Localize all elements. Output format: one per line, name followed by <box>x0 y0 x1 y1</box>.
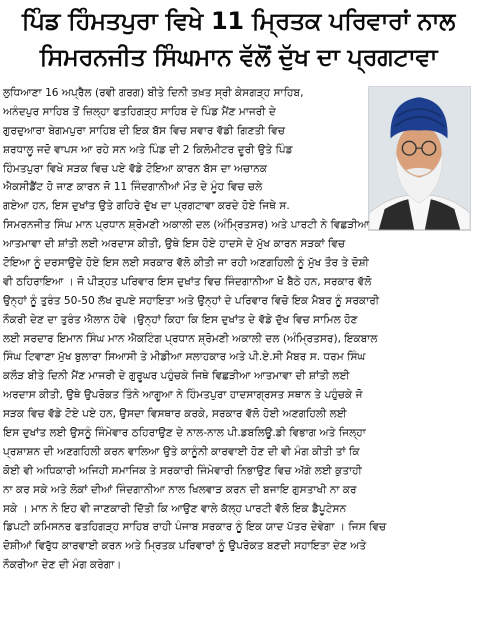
article-line: ਸ਼ਰਧਾਲੂ ਜਦੋ ਵਾਪਸ ਆ ਰਹੇ ਸਨ ਅਤੇ ਪਿੰਡ ਦੀ 2 ਕਿਲੋਮੀਟਰ ਦੂਰੀ ਉਤੇ ਪਿੰਡ <box>3 143 293 156</box>
article-line: ਹਿੰਮਤਪੁਰਾ ਵਿਖੇ ਸੜਕ ਵਿਚ ਪਏ ਵੱਡੇ ਟੋਇਆ ਕਾਰਨ ਬੱਸ ਦਾ ਅਚਾਨਕ <box>3 162 268 175</box>
article-line: ਨੌਕਰੀਆ ਦੇਣ ਦੀ ਮੰਗ ਕਰੇਗਾ। <box>3 559 122 572</box>
article-line: ਟੋਇਆ ਨੂੰ ਦਰਸਾਉਦੇ ਹੋਏ ਇਸ ਲਈ ਸਰਕਾਰ ਵੱਲੋ ਕੀਤੀ ਜਾ ਰਹੀ ਅਣਗਹਿਲੀ ਨੂੰ ਮੁੱਖ ਤੌਰ ਤੇ ਦੋਸ਼ੀ <box>3 257 369 270</box>
article-line: ਨਾ ਕਰ ਸਕੇ ਅਤੇ ਲੋਕਾਂ ਦੀਆਂ ਜਿੰਦਗਾਨੀਆ ਨਾਲ ਖਿਲਵਾੜ ਕਰਨ ਦੀ ਬਜਾਇ ਗੁਸਤਾਖੀ ਨਾ ਕਰ <box>3 483 357 496</box>
article-line: ਇਸ ਦੁਖਾਂਤ ਲਈ ਉਸਨੂੰ ਜਿੰਮੇਵਾਰ ਠਹਿਰਾਉਣ ਦੇ ਨਾਲ-ਨਾਲ ਪੀ.ਡਬਲਿਊ.ਡੀ ਵਿਭਾਗ ਅਤੇ ਜਿਲ੍ਹਾ <box>3 427 366 440</box>
headline-line-2: ਸਿਮਰਨਜੀਤ ਸਿੰਘਮਾਨ ਵੱਲੋਂ ਦੁੱਖ ਦਾ ਪ੍ਰਗਟਾਵਾ <box>39 43 438 71</box>
headline-line-1: ਪਿੰਡ ਹਿੰਮਤਪੁਰਾ ਵਿਖੇ 11 ਮ੍ਰਿਤਕ ਪਰਿਵਾਰਾਂ ਨਾਲ <box>21 7 456 35</box>
article-line: ਐਕਸੀਡੈਂਟ ਹੋ ਜਾਣ ਕਾਰਨ ਜੋ 11 ਜਿੰਦਗਾਨੀਆਂ ਮੌਤ ਦੇ ਮੂੰਹ ਵਿਚ ਚਲੇ <box>3 181 263 194</box>
article-line: ਦੋਸ਼ੀਆਂ ਵਿਰੁੱਧ ਕਾਰਵਾਈ ਕਰਨ ਅਤੇ ਮ੍ਰਿਤਕ ਪਰਿਵਾਰਾਂ ਨੂੰ ਉਪਰੋਕਤ ਬਣਦੀ ਸਹਾਇਤਾ ਦੇਣ ਅਤੇ <box>3 540 367 553</box>
article-line: ਪ੍ਰਸ਼ਾਸ਼ਨ ਦੀ ਅਣਗਹਿਲੀ ਕਰਨ ਵਾਲਿਆ ਉਤੇ ਕਾਨੂੰਨੀ ਕਾਰਵਾਈ ਹੋਣ ਦੀ ਵੀ ਮੰਗ ਕੀਤੀ ਤਾਂ ਕਿ <box>3 445 360 458</box>
article-line: ਅਰਦਾਸ ਕੀਤੀ, ਉਥੇ ਉਪਰੋਕਤ ਤਿੰਨੇ ਆਗੂਆ ਨੇ ਹਿੰਮਤਪੁਰਾ ਹਾਦਸਾਗ੍ਰਸਤ ਸਥਾਨ ਤੇ ਪਹੁੰਚਕੇ ਜੋ <box>3 389 363 402</box>
article-line: ਵੀ ਠਹਿਰਾਇਆ । ਜੋ ਪੀੜ੍ਹਤ ਪਰਿਵਾਰ ਇਸ ਦੁਖਾਂਤ ਵਿਚ ਜਿੰਦਗਾਨੀਆ ਖੋ ਬੈਠੇ ਹਨ, ਸਰਕਾਰ ਵੱਲੋ <box>3 275 372 288</box>
headline <box>6 3 471 75</box>
article-line: ਕਲੌੜ ਬੀਤੇ ਦਿਨੀ ਮੈਂਣ ਮਾਜਰੀ ਦੇ ਗੁਰੂਘਰ ਪਹੁੰਚਕੇ ਜਿਥੇ ਵਿਛੜੀਆ ਆਤਮਾਵਾ ਦੀ ਸ਼ਾਂਤੀ ਲਈ <box>3 370 350 383</box>
article-line: ਗਏਆ ਹਨ, ਇਸ ਦੁਖਾਂਤ ਉਤੇ ਗਹਿਰੇ ਦੁੱਖ ਦਾ ਪ੍ਰਗਟਾਵਾ ਕਰਦੇ ਹੋਏ ਜਿਥੇ ਸ. <box>3 200 290 213</box>
article-line <box>3 575 473 594</box>
article-line: ਆਤਮਾਵਾ ਦੀ ਸ਼ਾਂਤੀ ਲਈ ਅਰਦਾਸ ਕੀਤੀ, ਉਥੇ ਇਸ ਹੋਏ ਹਾਦਸੇ ਦੇ ਮੁੱਖ ਕਾਰਨ ਸੜਕਾਂ ਵਿਚ <box>3 238 346 251</box>
article-line: ਸੜਕ ਵਿਚ ਵੱਡੇ ਟੋਏ ਪਏ ਹਨ, ਉਸਦਾ ਵਿਸਥਾਰ ਕਰਕੇ, ਸਰਕਾਰ ਵੱਲੋ ਹੋਈ ਅਣਗਹਿਲੀ ਲਈ <box>3 408 347 421</box>
article-line: ਗੁਰਦੁਆਰਾ ਬੇਗਮਪੁਰਾ ਸਾਹਿਬ ਦੀ ਇਕ ਬੱਸ ਵਿਚ ਸਵਾਰ ਵੱਡੀ ਗਿਣਤੀ ਵਿਚ <box>3 124 286 137</box>
article-line: ਲੁਧਿਆਣਾ 16 ਅਪ੍ਰੈਲ (ਰਵੀ ਗਰਗ) ਬੀਤੇ ਦਿਨੀ ਤਖ਼ਤ ਸ੍ਰੀ ਕੇਸਗੜ੍ਹ ਸਾਹਿਬ, <box>3 87 304 99</box>
article-line: ਸਿੰਘ ਟਿਵਾਣਾ ਮੁੱਖ ਬੁਲਾਰਾ ਸਿਆਸੀ ਤੇ ਮੀਡੀਆ ਸਲਾਹਕਾਰ ਅਤੇ ਪੀ.ਏ.ਸੀ ਮੈਬਰ ਸ. ਧਰਮ ਸਿੰਘ <box>3 351 366 364</box>
article-line: ਅਨੰਦਪੁਰ ਸਾਹਿਬ ਤੋਂ ਜ਼ਿਲ੍ਹਾ ਫਤਹਿਗੜ੍ਹ ਸਾਹਿਬ ਦੇ ਪਿੰਡ ਮੈਂਣ ਮਾਜਰੀ ਦੇ <box>3 105 276 118</box>
article-line: ਨੌਕਰੀ ਦੇਣ ਦਾ ਤੁਰੰਤ ਐਲਾਨ ਹੋਵੇ ।ਉਨ੍ਹਾਂ ਕਿਹਾ ਕਿ ਇਸ ਦੁਖਾਂਤ ਦੇ ਵੱਡੇ ਦੁੱਖ ਵਿਚ ਸਾਮਿਲ ਹੋਣ <box>3 313 358 326</box>
article-line: ਉਨ੍ਹਾਂ ਨੂੰ ਤੁਰੰਤ 50-50 ਲੱਖ ਰੁਪਏ ਸਹਾਇਤਾ ਅਤੇ ਉਨ੍ਹਾਂ ਦੇ ਪਰਿਵਾਰ ਵਿਚੋ ਇਕ ਮੈਬਰ ਨੂੰ ਸਰਕਾਰੀ <box>3 294 380 307</box>
article-line: ਸਿਮਰਨਜੀਤ ਸਿੰਘ ਮਾਨ ਪ੍ਰਧਾਨ ਸ਼੍ਰੋਮਣੀ ਅਕਾਲੀ ਦਲ (ਅੰਮ੍ਰਿਤਸਰ) ਅਤੇ ਪਾਰਟੀ ਨੇ ਵਿਛੜੀਆ <box>3 219 370 232</box>
article-line: ਲਈ ਸਰਦਾਰ ਇਮਾਨ ਸਿੰਘ ਮਾਨ ਐਕਟਿੰਗ ਪ੍ਰਧਾਨ ਸ਼੍ਰੋਮਣੀ ਅਕਾਲੀ ਦਲ (ਅੰਮ੍ਰਿਤਸਰ), ਇਕਬਾਲ <box>3 332 378 345</box>
article-line: ਡਿਪਟੀ ਕਮਿਸਨਰ ਫਤਹਿਗੜ੍ਹ ਸਾਹਿਬ ਰਾਹੀ ਪੰਜਾਬ ਸਰਕਾਰ ਨੂੰ ਇਕ ਯਾਦ ਪੱਤਰ ਦੇਵੇਗਾ । ਜਿਸ ਵਿਚ <box>3 521 387 534</box>
article-line: ਕੋਈ ਵੀ ਅਧਿਕਾਰੀ ਅਜਿਹੀ ਸਮਾਜਿਕ ਤੇ ਸਰਕਾਰੀ ਜਿੰਮੇਵਾਰੀ ਨਿਭਾਉਣ ਵਿਚ ਅੱਗੇ ਲਈ ਕੁਤਾਹੀ <box>3 464 362 477</box>
article-line: ਸਕੇ । ਮਾਨ ਨੇ ਇਹ ਵੀ ਜਾਣਕਾਰੀ ਦਿੱਤੀ ਕਿ ਆਉਣ ਵਾਲੇ ਕੱਲ੍ਹ ਪਾਰਟੀ ਵੱਲੋ ਇਕ ਡੈਪੂਟੇਸਨ <box>3 502 347 515</box>
article-body <box>3 84 473 594</box>
